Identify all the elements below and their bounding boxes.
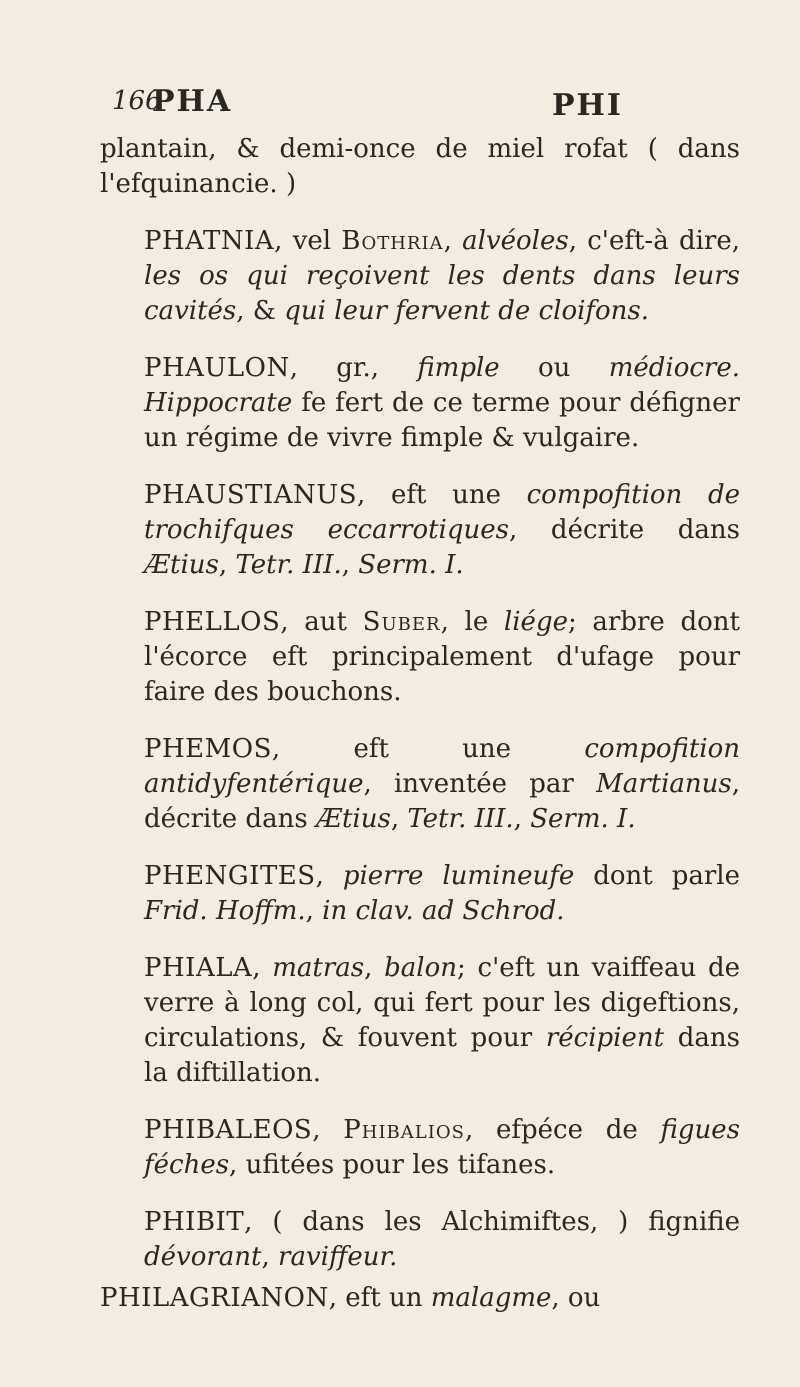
italic-term: alvéoles <box>462 226 569 256</box>
entry-text: , ( dans les Alchimiftes, ) fignifie <box>244 1207 740 1237</box>
entry-text: , gr., <box>289 353 418 383</box>
entry-text: , <box>341 550 359 580</box>
headword: PHILAGRIANON <box>100 1283 329 1313</box>
entry-text: ; c'eft un vaiffeau de verre à long col, qui fert pour les digeftions, circulations, & fouvent pour <box>144 953 740 1053</box>
entry-text: , le <box>440 607 504 637</box>
entry-text: , <box>513 804 531 834</box>
headword: PHATNIA <box>144 226 275 256</box>
headword: PHAULON <box>144 353 290 383</box>
italic-term: Tetr. III. <box>407 804 514 834</box>
entry-text: ou <box>499 353 609 383</box>
italic-term: les os qui reçoivent les dents dans leurs cavités <box>144 261 740 326</box>
small-caps-term: Phibalios <box>343 1115 465 1145</box>
entry-text: , efpéce de <box>464 1115 661 1145</box>
entry-text: fe fert de ce terme pour défigner un régime de vivre fimple & vulgaire. <box>144 388 740 453</box>
entry-phellos <box>100 605 740 710</box>
headword: PHENGITES <box>144 861 316 891</box>
running-header <box>112 78 712 128</box>
italic-term: Serm. I. <box>530 804 636 834</box>
italic-term: Ætius <box>315 804 391 834</box>
italic-term: qui leur fervent de cloifons. <box>284 296 650 326</box>
entry-text: , <box>252 953 273 983</box>
italic-term: compofition de trochifques eccarrotiques <box>144 480 740 545</box>
entry-text: , eft une <box>357 480 527 510</box>
headword: PHEMOS <box>144 734 272 764</box>
entry-phemos <box>100 732 740 837</box>
headword: PHELLOS <box>144 607 281 637</box>
italic-term: Ætius <box>144 550 219 580</box>
entry-text: , <box>305 896 323 926</box>
italic-term: pierre lumineufe <box>342 861 575 891</box>
entry-text: dans la diftillation. <box>144 1023 740 1088</box>
entry-text: , & <box>236 296 285 326</box>
italic-term: médiocre. Hippocrate <box>144 353 740 418</box>
italic-term: récipient <box>545 1023 665 1053</box>
entry-phiala <box>100 951 740 1091</box>
italic-term: matras <box>272 953 365 983</box>
entry-text: , inventée par <box>363 769 597 799</box>
italic-term: fimple <box>417 353 500 383</box>
entry-phengites <box>100 859 740 929</box>
entry-text: , décrite dans <box>144 769 740 834</box>
entry-phaustianus <box>100 478 740 583</box>
entry-text: , <box>312 1115 344 1145</box>
dictionary-text <box>100 132 740 1338</box>
entry-text: , <box>261 1242 279 1272</box>
entry-philagrianon <box>100 1281 740 1316</box>
headword: PHIBALEOS <box>144 1115 313 1145</box>
italic-term: malagme <box>430 1283 552 1313</box>
italic-term: balon <box>384 953 458 983</box>
entry-text: dont parle <box>574 861 740 891</box>
entry-text: , <box>315 861 343 891</box>
entry-text: , décrite dans <box>508 515 741 545</box>
entry-text: , c'eft-à dire, <box>568 226 740 256</box>
italic-term: compofition antidyfentérique <box>144 734 740 799</box>
entry-phibit <box>100 1205 740 1275</box>
page-number: 166 <box>112 86 162 116</box>
italic-term: Serm. I. <box>358 550 464 580</box>
entry-text: , eft une <box>271 734 585 764</box>
headword: PHIALA <box>144 953 253 983</box>
entry-text: , aut <box>280 607 363 637</box>
headword: PHAUSTIANUS <box>144 480 358 510</box>
italic-term: Frid. Hoffm. <box>144 896 306 926</box>
entry-text: , vel <box>274 226 342 256</box>
entry-phaulon <box>100 351 740 456</box>
small-caps-term: Suber <box>362 607 441 637</box>
italic-term: liége <box>503 607 568 637</box>
entry-text: , eft un <box>328 1283 431 1313</box>
entry-phibaleos <box>100 1113 740 1183</box>
italic-term: raviffeur. <box>278 1242 398 1272</box>
entry-text: , <box>364 953 385 983</box>
entry-text: , <box>390 804 408 834</box>
italic-term: figues féches <box>144 1115 741 1180</box>
entry-text: , ufitées pour les tifanes. <box>229 1150 556 1180</box>
entry-text: plantain, & demi-once de miel rofat ( dans l'efquinancie. ) <box>100 134 740 199</box>
entry-phatnia <box>100 224 740 329</box>
italic-term: in clav. ad Schrod. <box>322 896 565 926</box>
left-running-head: PHA <box>152 84 233 119</box>
small-caps-term: Bothria <box>341 226 444 256</box>
entry-text: , <box>443 226 463 256</box>
italic-term: Tetr. III. <box>235 550 342 580</box>
entry-text: ; arbre dont l'écorce eft principalement d'ufage pour faire des bouchons. <box>144 607 741 707</box>
entry-text: , <box>218 550 236 580</box>
entry-continuation <box>100 132 740 202</box>
headword: PHIBIT <box>144 1207 245 1237</box>
entry-text: , ou <box>551 1283 601 1313</box>
italic-term: dévorant <box>144 1242 262 1272</box>
italic-term: Martianus <box>596 769 732 799</box>
right-running-head: PHI <box>552 88 623 123</box>
